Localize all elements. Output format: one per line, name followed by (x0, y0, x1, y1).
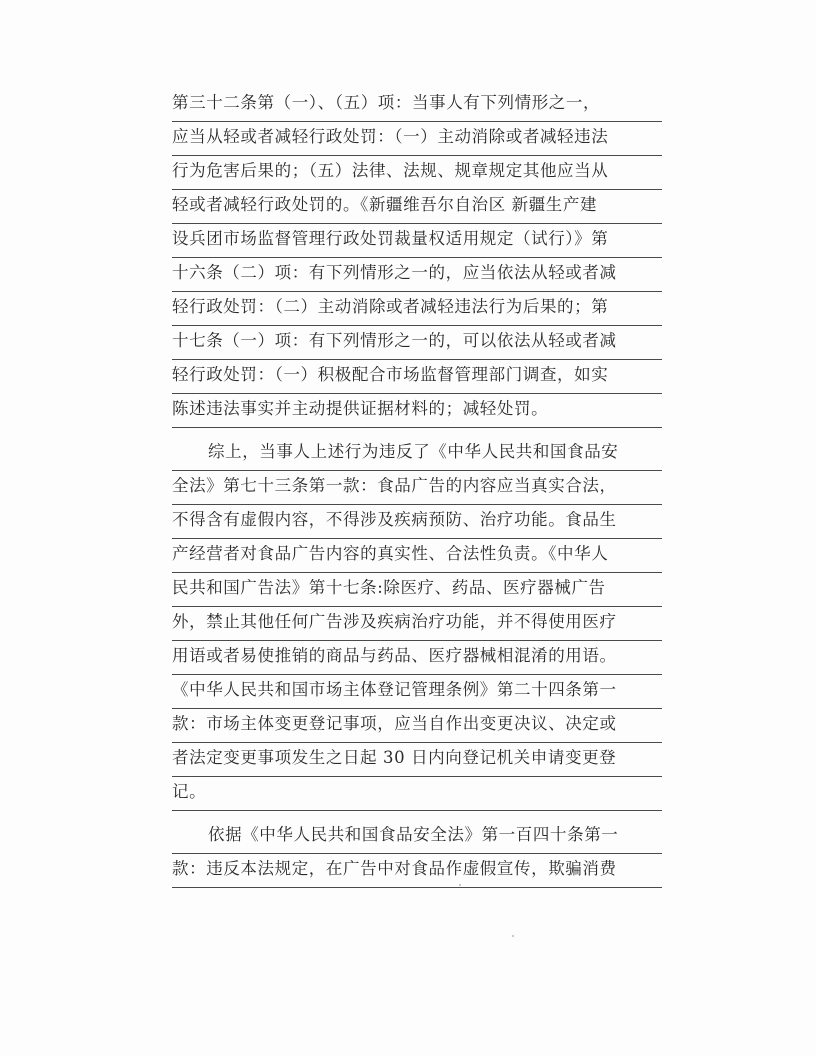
text-line: 应当从轻或者减轻行政处罚：（一）主动消除或者减轻违法 (172, 122, 662, 156)
text-line: 综上，当事人上述行为违反了《中华人民共和国食品安 (172, 437, 662, 471)
text-line: 款：违反本法规定，在广告中对食品作虚假宣传，欺骗消费 (172, 854, 662, 888)
text-line: 不得含有虚假内容，不得涉及疾病预防、治疗功能。食品生 (172, 505, 662, 539)
text-line: 第三十二条第（一）、（五）项：当事人有下列情形之一， (172, 88, 662, 122)
text-line: 十六条（二）项：有下列情形之一的，应当依法从轻或者减 (172, 258, 662, 292)
text-line: 者法定变更事项发生之日起 30 日内向登记机关申请变更登 (172, 743, 662, 777)
text-line: 民共和国广告法》第十七条:除医疗、药品、医疗器械广告 (172, 573, 662, 607)
text-line: 十七条（一）项：有下列情形之一的，可以依法从轻或者减 (172, 326, 662, 360)
scan-speck (459, 884, 461, 886)
document-body (172, 88, 662, 888)
text-line: 行为危害后果的；（五）法律、法规、规章规定其他应当从 (172, 156, 662, 190)
text-line: 设兵团市场监督管理行政处罚裁量权适用规定（试行）》第 (172, 224, 662, 258)
text-line: 记。 (172, 777, 662, 811)
text-line: 全法》第七十三条第一款：食品广告的内容应当真实合法， (172, 471, 662, 505)
text-line: 外，禁止其他任何广告涉及疾病治疗功能，并不得使用医疗 (172, 607, 662, 641)
text-line: 轻行政处罚：（一）积极配合市场监督管理部门调查，如实 (172, 360, 662, 394)
text-line: 《中华人民共和国市场主体登记管理条例》第二十四条第一 (172, 675, 662, 709)
text-line: 依据《中华人民共和国食品安全法》第一百四十条第一 (172, 820, 662, 854)
text-line: 用语或者易使推销的商品与药品、医疗器械相混淆的用语。 (172, 641, 662, 675)
text-line: 陈述违法事实并主动提供证据材料的；减轻处罚。 (172, 394, 662, 428)
text-line: 款：市场主体变更登记事项，应当自作出变更决议、决定或 (172, 709, 662, 743)
scan-speck (512, 935, 514, 937)
text-line: 轻或者减轻行政处罚的。《新疆维吾尔自治区 新疆生产建 (172, 190, 662, 224)
text-line: 轻行政处罚：（二）主动消除或者减轻违法行为后果的；第 (172, 292, 662, 326)
text-line: 产经营者对食品广告内容的真实性、合法性负责。《中华人 (172, 539, 662, 573)
